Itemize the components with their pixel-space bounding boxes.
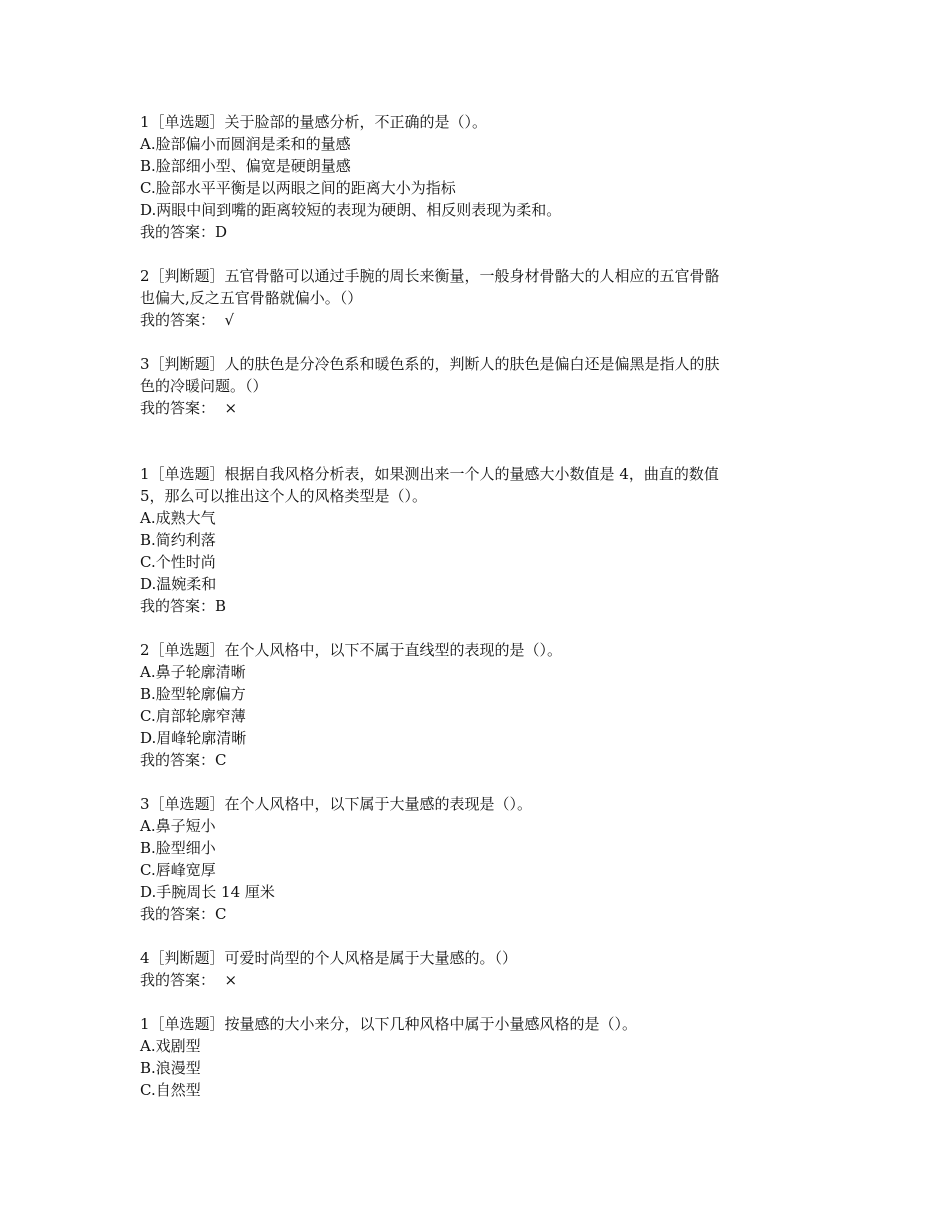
question-stem: 2［判断题］五官骨骼可以通过手腕的周长来衡量，一般身材骨骼大的人相应的五官骨骼 — [140, 267, 720, 285]
question-line: 色的冷暖问题。（） — [140, 377, 268, 395]
my-answer: 我的答案： × — [140, 399, 238, 417]
question-block — [140, 639, 820, 771]
answer-option: C.脸部水平平衡是以两眼之间的距离大小为指标 — [140, 179, 456, 197]
my-answer: 我的答案：C — [140, 751, 227, 769]
answer-option: A.成熟大气 — [140, 509, 216, 527]
answer-option: B.脸型细小 — [140, 839, 216, 857]
question-line: 也偏大,反之五官骨骼就偏小。（） — [140, 289, 363, 307]
my-answer: 我的答案：C — [140, 905, 227, 923]
spacer — [140, 925, 820, 947]
my-answer: 我的答案： √ — [140, 311, 235, 329]
spacer — [140, 243, 820, 265]
answer-option: D.两眼中间到嘴的距离较短的表现为硬朗、相反则表现为柔和。 — [140, 201, 562, 219]
question-stem: 1［单选题］按量感的大小来分，以下几种风格中属于小量感风格的是（）。 — [140, 1015, 638, 1033]
question-block — [140, 111, 820, 243]
question-stem: 3［单选题］在个人风格中，以下属于大量感的表现是（）。 — [140, 795, 533, 813]
spacer — [140, 771, 820, 793]
answer-option: B.浪漫型 — [140, 1059, 201, 1077]
answer-option: B.简约利落 — [140, 531, 216, 549]
answer-option: A.脸部偏小而圆润是柔和的量感 — [140, 135, 351, 153]
spacer — [140, 419, 820, 463]
my-answer: 我的答案：B — [140, 597, 227, 615]
answer-option: D.温婉柔和 — [140, 575, 217, 593]
my-answer: 我的答案：D — [140, 223, 228, 241]
question-line: 5，那么可以推出这个人的风格类型是（）。 — [140, 487, 428, 505]
document-body — [140, 111, 820, 1101]
question-stem: 1［单选题］关于脸部的量感分析，不正确的是（）。 — [140, 113, 488, 131]
question-block — [140, 353, 820, 419]
answer-option: C.个性时尚 — [140, 553, 216, 571]
question-stem: 4［判断题］可爱时尚型的个人风格是属于大量感的。（） — [140, 949, 518, 967]
answer-option: D.手腕周长 14 厘米 — [140, 883, 275, 901]
answer-option: A.鼻子短小 — [140, 817, 216, 835]
answer-option: A.鼻子轮廓清晰 — [140, 663, 246, 681]
spacer — [140, 331, 820, 353]
answer-option: C.肩部轮廓窄薄 — [140, 707, 246, 725]
question-block — [140, 947, 820, 991]
my-answer: 我的答案： × — [140, 971, 238, 989]
answer-option: C.自然型 — [140, 1081, 201, 1099]
answer-option: B.脸部细小型、偏宽是硬朗量感 — [140, 157, 351, 175]
question-stem: 1［单选题］根据自我风格分析表，如果测出来一个人的量感大小数值是 4，曲直的数值 — [140, 465, 719, 483]
question-block — [140, 265, 820, 331]
spacer — [140, 991, 820, 1013]
question-stem: 3［判断题］人的肤色是分冷色系和暖色系的，判断人的肤色是偏白还是偏黑是指人的肤 — [140, 355, 720, 373]
answer-option: C.唇峰宽厚 — [140, 861, 216, 879]
spacer — [140, 617, 820, 639]
question-stem: 2［单选题］在个人风格中，以下不属于直线型的表现的是（）。 — [140, 641, 563, 659]
answer-option: B.脸型轮廓偏方 — [140, 685, 246, 703]
answer-option: A.戏剧型 — [140, 1037, 201, 1055]
answer-option: D.眉峰轮廓清晰 — [140, 729, 247, 747]
question-block — [140, 1013, 820, 1101]
question-block — [140, 793, 820, 925]
question-block — [140, 463, 820, 617]
